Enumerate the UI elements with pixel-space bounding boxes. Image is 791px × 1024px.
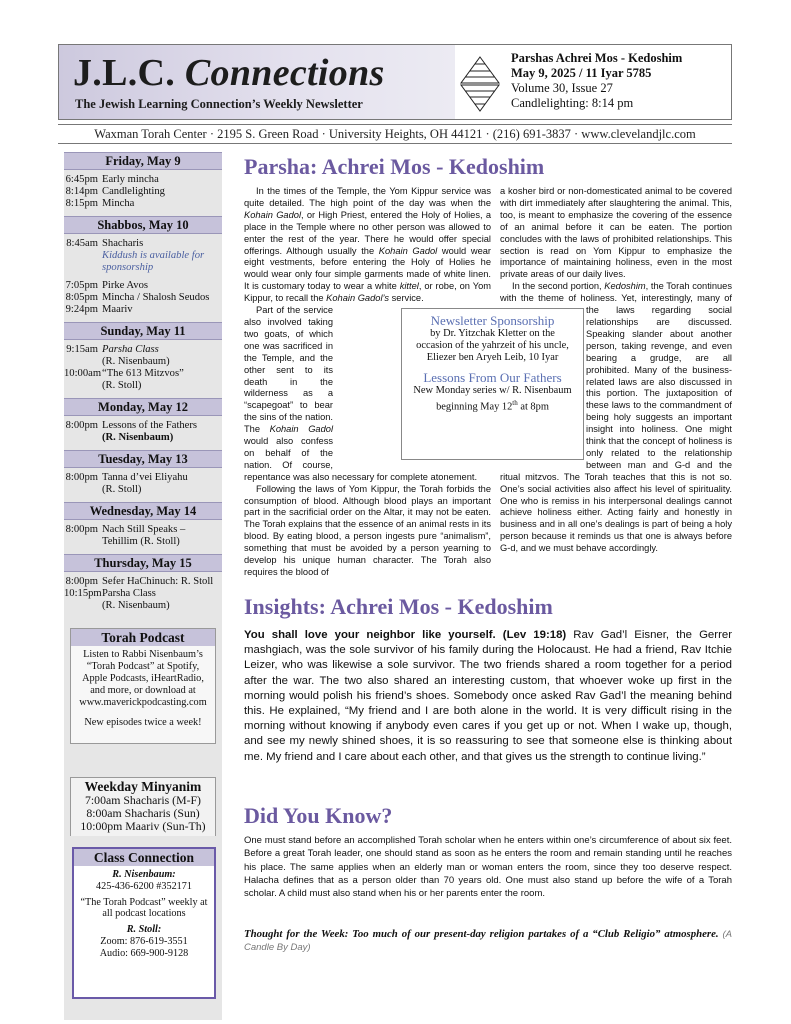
parsha-paragraph: a kosher bird or non-domesticated animal to be covered with dirt immediately after slaughtering the animal. This, too, is meant to emphasize the covering of the essence of an animal before it can be eaten. The portion concludes with the laws of prohibited relationships. This section is read on Yom Kippur to emphasize the importance of maintaining holiness, even in the most private areas of our daily lives. <box>500 186 732 280</box>
schedule-event: 8:15pm Mincha <box>65 198 135 209</box>
audio-number: Audio: 669-900-9128 <box>99 947 189 959</box>
schedule-event: 8:00pm Sefer HaChinuch: R. Stoll <box>65 576 214 587</box>
wednesday-events <box>64 520 222 554</box>
schedule-event: 9:15am Parsha Class (R. Nisenbaum) <box>66 344 170 367</box>
parsha-paragraph: Following the laws of Yom Kippur, the Torah forbids the consumption of blood. Although blood plays an important part in the sacrificial order on the Altar, it may not be eaten. The Torah explains that the essence of an animal rests in its blood. By eating blood, a person ingests pure “animalism”, something that must be avoided by a person yearning to develop his unique human character. The Torah also requires the blood of <box>244 483 491 577</box>
schedule-event: 8:45am Shacharis Kiddush is available for sponsorship <box>64 238 222 274</box>
issue-date: May 9, 2025 / 11 Iyar 5785 <box>511 66 652 80</box>
parsha-paragraph: In the times of the Temple, the Yom Kippur service was quite detailed. The high point of the day was when the Kohain Gadol, or High Priest, entered the Holy of Holies, a place in the Temple where no other person was allowed to enter the rest of the year. There he would offer special offerings. Although usually the Kohain Gadol would wear eight vestments, before entering the Holy of Holies he would wear only four simple garments made of white linen. It is customary today to wear a white kittel, or robe, on Yom Kippur, to recall the Kohain Gadol’s service. <box>244 186 492 304</box>
parsha-paragraph: In the second portion, Kedoshim, the Torah continues with the theme of holiness. Yet, interestingly, many of the laws regarding social relationships are discussed. Speaking slander about another person, taking revenge, and even bearing a grudge, are all prohibited. Many of the business-related laws are also discussed in this portion. The juxtaposition of these laws to the commandment of being holy suggests an important insight into holiness. One might think that the concept of holiness is only related to the relationship between man and G-d and the ritual mitzvos. The Torah teaches that this is not so. One’s social activities also affect his level of spirituality. One who is remiss in his interpersonal dealings cannot achieve holiness either. Acting fairly and honestly in business and in all one’s dealings is part of being a holy person because it reminds us that one is always before G-d, and we must behave accordingly. <box>500 281 732 554</box>
issue-info <box>511 51 731 111</box>
day-header-shabbos: Shabbos, May 10 <box>64 216 222 234</box>
thursday-events <box>64 572 222 618</box>
parsha-paragraph: Part of the service also involved taking two goats, of which one was sacrificed in the Temple, and the other sent to its death in the wilderness as a “scapegoat” to bear the sins of the nation. The Kohain Gadol would also confess on behalf of the nation. Of course, repentance was also necessary for complete atonement. <box>244 305 478 482</box>
schedule-event: 8:14pm Candlelighting <box>65 186 165 197</box>
phone-number: 425-436-6200 #352171 <box>96 880 192 892</box>
minyan-line: 7:00am Shacharis (M-F) <box>85 793 201 807</box>
insights-heading: Insights: Achrei Mos - Kedoshim <box>244 594 553 619</box>
lessons-line: beginning May 12th at 8pm <box>436 399 549 413</box>
address-bar: Waxman Torah Center · 2195 S. Green Road · University Heights, OH 44121 · (216) 691-3837 · www.clevelandjlc.com <box>58 124 732 144</box>
thought-for-the-week: Thought for the Week: Too much of our present-day religion partakes of a “Club Religio” atmosphere. (A Candle By Day) <box>244 928 732 953</box>
lessons-title: Lessons From Our Fathers <box>423 370 562 385</box>
parsha-name: Parshas Achrei Mos - Kedoshim <box>511 51 683 65</box>
masthead <box>58 44 732 120</box>
schedule-event: 7:05pm Pirke Avos <box>65 280 149 291</box>
lessons-line: New Monday series w/ R. Nisenbaum <box>413 385 572 396</box>
schedule-event: 9:24pm Maariv <box>65 304 133 315</box>
monday-events <box>64 416 222 450</box>
day-header-wednesday: Wednesday, May 14 <box>64 502 222 520</box>
schedule-event: 8:00pm Nach Still Speaks – Tehillim (R. Stoll) <box>65 524 186 547</box>
minyan-line: 10:00pm Maariv (Sun-Th) <box>80 819 206 833</box>
newsletter-title: J.L.C. Connections <box>73 52 385 94</box>
sponsorship-body: by Dr. Yitzchak Kletter on the occasion of the yahrzeit of his uncle, Eliezer ben Aryeh Leib, 10 Iyar <box>416 328 569 363</box>
zoom-number: Zoom: 876-619-3551 <box>100 935 188 947</box>
schedule-event: 10:15pm Parsha Class (R. Nisenbaum) <box>64 588 170 611</box>
newsletter-sponsorship-box <box>401 308 584 460</box>
schedule-event: 8:00pm Tanna d’vei Eliyahu (R. Stoll) <box>65 472 188 495</box>
sponsorship-title: Newsletter Sponsorship <box>430 313 555 328</box>
insights-body: You shall love your neighbor like yourself. (Lev 19:18) Rav Gad’l Eisner, the Gerrer mashgiach, was the sole survivor of his family during the Holocaust. He had a friend, Rav Itchie Leizer, who was likewise a sole survivor. The two friends shared a room together for a period after the war. The two also shared an interesting custom, that whoever woke up first in the morning would polish his friend’s shoes. Somebody once asked Rav Gad’l the meaning behind this. He explained, “My friend and I are both alone in the world. It is very difficult rising in the morning without knowing if anybody even cares if you get up or not. When I wake up, though, and see my newly shined shoes, it is so reassuring to see that someone else is thinking about me. My friend and I care about each other, and that gives us the strength to continue living.” <box>244 629 732 763</box>
masthead-title-block <box>59 45 455 119</box>
day-header-tuesday: Tuesday, May 13 <box>64 450 222 468</box>
candlelighting-time: Candlelighting: 8:14 pm <box>511 96 634 110</box>
torah-podcast-box <box>70 628 216 744</box>
issue-volume: Volume 30, Issue 27 <box>511 81 613 95</box>
parsha-heading: Parsha: Achrei Mos - Kedoshim <box>244 154 545 179</box>
tuesday-events <box>64 468 222 502</box>
newsletter-subtitle: The Jewish Learning Connection’s Weekly Newsletter <box>75 97 363 111</box>
friday-events <box>64 170 222 216</box>
schedule-event: 8:05pm Mincha / Shalosh Seudos <box>65 292 210 303</box>
did-you-know-body: One must stand before an accomplished Torah scholar when he enters within one’s circumference of about six feet. Before a great Torah leader, one should stand as soon as he enters the room and remain standing until he reaches his place. The same applies when an elderly man or woman enters the room, since they too deserve respect. Halacha defines that as a person older than 70 years old. One must also stand up before the wife of a Torah scholar. A child must also stand when his or her parents enter the room. <box>244 835 732 900</box>
sunday-events <box>64 340 222 398</box>
kiddush-sponsor-note: Kiddush is available for sponsorship <box>102 250 205 273</box>
podcast-title: Torah Podcast <box>71 629 215 646</box>
shabbos-events <box>64 234 222 322</box>
day-header-monday: Monday, May 12 <box>64 398 222 416</box>
day-header-sunday: Sunday, May 11 <box>64 322 222 340</box>
schedule-event: 10:00am “The 613 Mitzvos” (R. Stoll) <box>64 368 184 391</box>
class-connection-title: Class Connection <box>74 849 214 866</box>
schedule-event: 8:00pm Lessons of the Fathers (R. Nisenbaum) <box>65 420 198 443</box>
minyan-line: 8:00am Shacharis (Sun) <box>86 806 200 820</box>
class-connection-box: Class Connection R. Nisenbaum: 425-436-6200 #352171 “The Torah Podcast” weekly at all podcast locations R. Stoll: Zoom: 876-619-3551 Audio: 669-900-9128 <box>72 847 216 999</box>
schedule-event: 6:45pm Early mincha <box>65 174 159 185</box>
schedule-sidebar <box>64 152 222 1020</box>
jlc-logo-icon <box>459 55 501 113</box>
day-header-friday: Friday, May 9 <box>64 152 222 170</box>
did-you-know-heading: Did You Know? <box>244 803 393 828</box>
day-header-thursday: Thursday, May 15 <box>64 554 222 572</box>
podcast-note: New episodes twice a week! <box>84 717 202 728</box>
weekday-minyanim-box <box>70 777 216 836</box>
podcast-body: Listen to Rabbi Nisenbaum’s “Torah Podcast” at Spotify, Apple Podcasts, iHeartRadio, and more, or download at www.maverickpodcasting.com <box>79 649 207 708</box>
minyanim-title: Weekday Minyanim <box>84 779 202 794</box>
